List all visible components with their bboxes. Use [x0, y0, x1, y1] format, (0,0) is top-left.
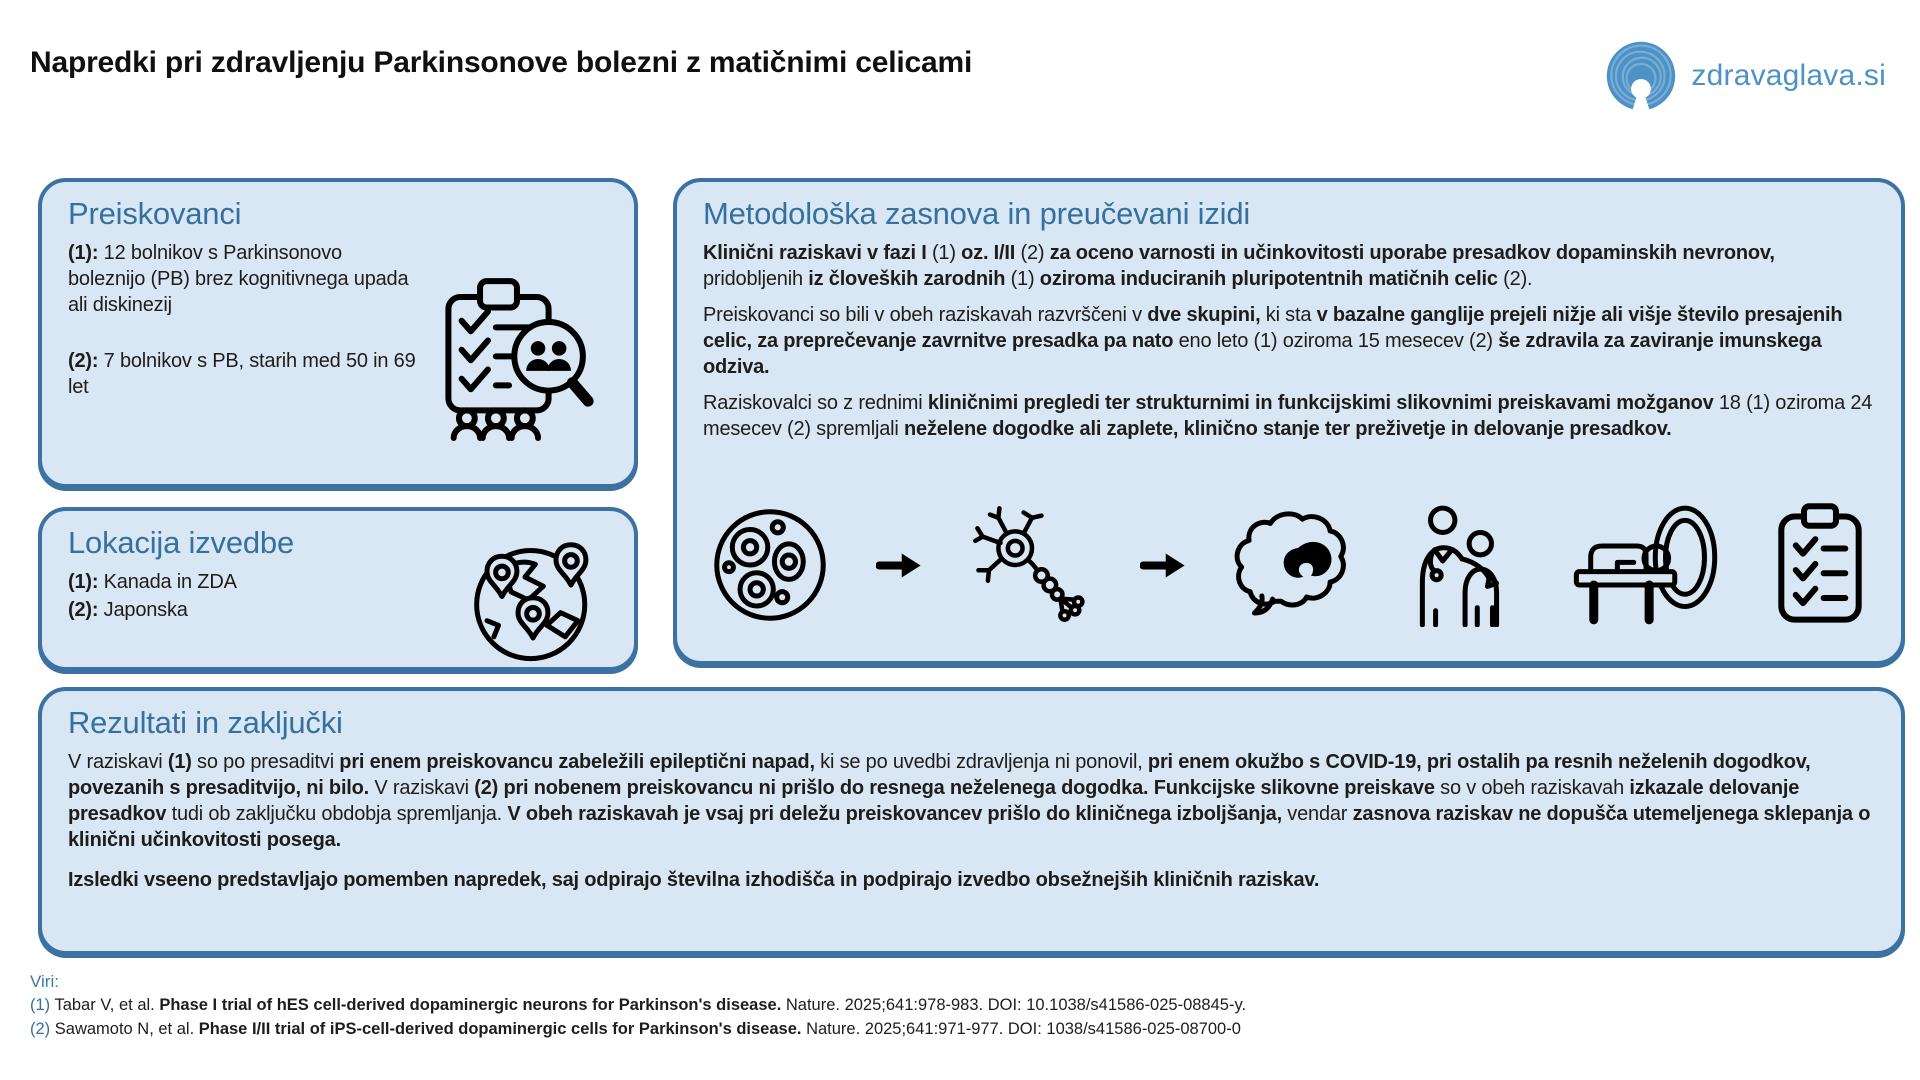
mri-scanner-icon	[1562, 504, 1726, 627]
study-2-subjects: (2): 7 bolnikov s PB, starih med 50 in 69 let	[68, 350, 416, 398]
box-rezultati	[38, 687, 1905, 955]
methods-icon-row	[703, 489, 1875, 645]
arrow-right-icon	[1140, 550, 1188, 581]
source-reference-2: (2) Sawamoto N, et al. Phase I/II trial of iPS-cell-derived dopaminergic cells for Parkinson's disease. Nature. 2025;641:971-977. DOI: 1038/s41586-025-08700-0	[30, 1019, 1241, 1038]
study-2-location: (2): Japonska	[68, 599, 188, 621]
methods-groups: Preiskovanci so bili v obeh raziskavah razvrščeni v dve skupini, ki sta v bazalne ganglije prejeli nižje ali višje število presajenih celic, za preprečevanje zavrnitve presadka pa nato eno leto (1) oziroma 15 mesecev (2) še zdravila za zaviranje imunskega odziva.	[703, 304, 1843, 378]
study-1-location: (1): Kanada in ZDA	[68, 571, 237, 593]
page-title: Napredki pri zdravljenju Parkinsonove bolezni z matičnimi celicami	[30, 46, 973, 79]
neuron-icon	[969, 502, 1095, 628]
brand-name: zdravaglava.si	[1691, 59, 1886, 92]
box-metodologija	[673, 178, 1905, 665]
box-preiskovanci-content	[68, 240, 608, 442]
sources-label: Viri:	[30, 972, 59, 991]
methods-followup: Raziskovalci so z rednimi kliničnimi pregledi ter strukturnimi in funkcijskimi slikovnimi preiskavami možganov 18 (1) oziroma 24 mesecev (2) spremljali neželene dogodke ali zaplete, klinično stanje ter preživetje in delovanje presadkov.	[703, 392, 1873, 440]
doctor-patient-icon	[1405, 503, 1517, 627]
petri-dish-cells-icon	[709, 504, 831, 626]
study-1-subjects: (1): 12 bolnikov s Parkinsonovo boleznijo (PB) brez kognitivnega upada ali diskinezij	[68, 242, 409, 316]
brain-swirl-logo-icon	[1603, 38, 1679, 114]
box-preiskovanci-title: Preiskovanci	[68, 196, 242, 231]
box-rezultati-title: Rezultati in zaključki	[68, 705, 343, 740]
box-lokacija	[38, 507, 638, 671]
methods-design: Klinični raziskavi v fazi I (1) oz. I/II (2) za oceno varnosti in učinkovitosti uporabe presadkov dopaminskih nevronov, pridobljenih iz človeških zarodnih (1) oziroma induciranih pluripotentnih matičnih celic (2).	[703, 242, 1775, 290]
sources-section	[30, 970, 1246, 1041]
results-conclusion: Izsledki vseeno predstavljajo pomemben napredek, saj odpirajo številna izhodišča in podpirajo izvedbo obsežnejših kliničnih raziskav.	[68, 869, 1320, 891]
clipboard-magnifier-people-icon	[418, 240, 608, 442]
globe-pins-icon	[458, 531, 608, 669]
box-lokacija-content	[68, 569, 608, 669]
brain-icon	[1232, 505, 1360, 625]
results-main: V raziskavi (1) so po presaditvi pri enem preiskovancu zabeležili epileptični napad, ki se po uvedbi zdravljenja ni ponovil, pri enem okužbo s COVID-19, pri ostalih pa resnih neželenih dogodkov, povezanih s presaditvijo, ni bilo. V raziskavi (2) pri nobenem preiskovancu ni prišlo do resnega neželenega dogodka. Funkcijske slikovne preiskave so v obeh raziskavah izkazale delovanje presadkov tudi ob zaključku obdobja spremljanja. V obeh raziskavah je vsaj pri deležu preiskovancev prišlo do kliničnega izboljšanja, vendar zasnova raziskav ne dopušča utemeljenega sklepanja o klinični učinkovitosti posega.	[68, 751, 1871, 851]
box-preiskovanci-text	[68, 240, 418, 400]
box-metodologija-title: Metodološka zasnova in preučevani izidi	[703, 196, 1251, 231]
box-preiskovanci	[38, 178, 638, 488]
arrow-right-icon	[876, 550, 924, 581]
checklist-icon	[1771, 502, 1869, 628]
box-lokacija-text	[68, 569, 420, 623]
source-reference-1: (1) Tabar V, et al. Phase I trial of hES cell-derived dopaminergic neurons for Parkinson's disease. Nature. 2025;641:978-983. DOI: 10.1038/s41586-025-08845-y.	[30, 996, 1247, 1015]
box-lokacija-title: Lokacija izvedbe	[68, 525, 295, 560]
brand-logo	[1603, 38, 1886, 114]
